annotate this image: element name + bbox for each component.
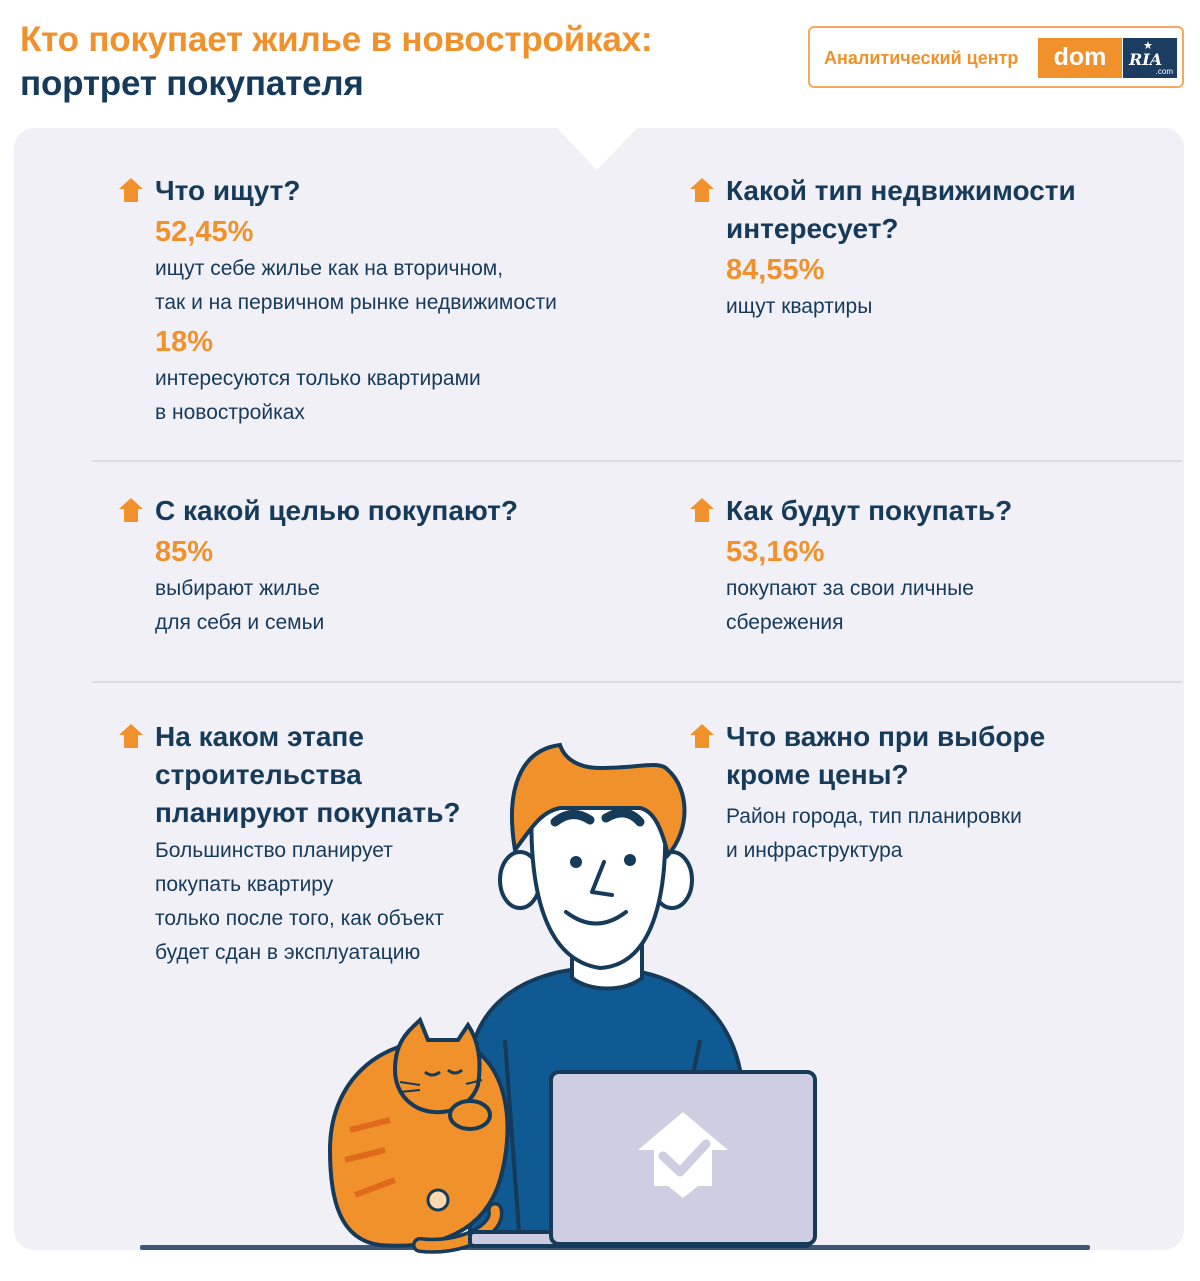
stat-description-line: сбережения — [726, 611, 844, 634]
title-line-2: портрет покупателя — [20, 64, 364, 103]
house-arrow-icon — [117, 722, 145, 750]
description-line: покупать квартиру — [155, 873, 334, 896]
logo-ria-com: .com — [1155, 67, 1173, 76]
logo-ria — [1123, 38, 1177, 78]
stat-value: 53,16% — [726, 536, 825, 568]
cat-paw — [450, 1101, 490, 1129]
description-line: будет сдан в эксплуатацию — [155, 941, 421, 964]
section-priorities — [726, 718, 1045, 868]
stat-description-line: выбирают жилье — [155, 577, 320, 600]
section-question-line: кроме цены? — [726, 759, 909, 790]
section-question: Что ищут? — [155, 175, 301, 206]
stat-description-line: покупают за свои личные — [726, 577, 974, 600]
star-icon: ★ — [1143, 40, 1153, 52]
section-question-line: интересует? — [726, 213, 899, 244]
row-divider-2 — [92, 681, 1182, 683]
right-eye — [624, 854, 636, 866]
house-arrow-icon — [688, 176, 716, 204]
stat-description-line: ищут себе жилье как на вторичном, — [155, 257, 504, 280]
section-question-line: На каком этапе — [155, 721, 364, 752]
panel-notch — [555, 126, 639, 170]
house-arrow-icon — [117, 496, 145, 524]
description-line: Район города, тип планировки — [726, 805, 1022, 828]
stat-value: 84,55% — [726, 254, 825, 286]
section-property-type — [726, 172, 1076, 324]
logo-dom: dom — [1038, 38, 1122, 78]
section-question-line: Какой тип недвижимости — [726, 175, 1076, 206]
logo-ria-text: RIA — [1129, 50, 1163, 69]
section-purpose — [155, 492, 518, 640]
stat-description-line: ищут квартиры — [726, 295, 873, 318]
stat-description-line: так и на первичном рынке недвижимости — [155, 291, 557, 314]
stat-value: 85% — [155, 536, 214, 568]
stat-value: 18% — [155, 326, 214, 358]
section-question-line: Что важно при выборе — [726, 721, 1046, 752]
description-line: и инфраструктура — [726, 839, 903, 862]
stat-value: 52,45% — [155, 216, 254, 248]
house-arrow-icon — [688, 496, 716, 524]
stat-description-line: в новостройках — [155, 401, 305, 424]
section-construction-stage — [155, 718, 461, 970]
section-payment — [726, 492, 1012, 640]
row-divider-1 — [92, 460, 1182, 462]
house-arrow-icon — [117, 176, 145, 204]
title-line-1: Кто покупает жилье в новостройках: — [20, 20, 653, 59]
left-eye — [570, 856, 582, 868]
house-arrow-icon — [688, 722, 716, 750]
section-question-line: строительства — [155, 759, 362, 790]
section-question: Как будут покупать? — [726, 495, 1013, 526]
section-what-they-search — [155, 172, 557, 430]
stat-description-line: интересуются только квартирами — [155, 367, 481, 390]
logo-label: Аналитический центр — [824, 48, 1019, 68]
dom-ria-logo[interactable] — [808, 26, 1184, 88]
section-question-line: планируют покупать? — [155, 797, 461, 828]
stat-description-line: для себя и семьи — [155, 611, 325, 634]
cat-back-paw — [428, 1190, 448, 1210]
page-title — [20, 18, 652, 106]
description-line: Большинство планирует — [155, 839, 393, 862]
section-question: С какой целью покупают? — [155, 495, 518, 526]
description-line: только после того, как объект — [155, 907, 444, 930]
